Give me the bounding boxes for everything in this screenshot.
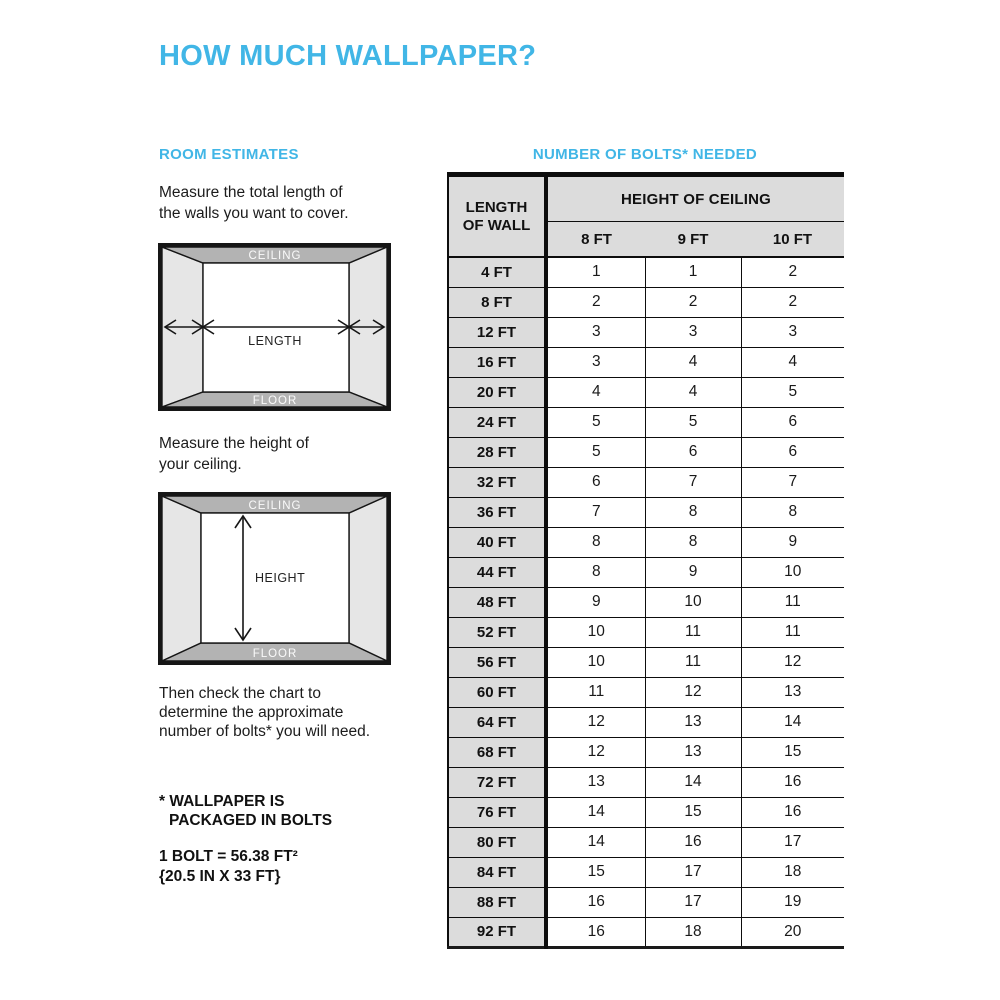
bolt-count-cell: 5 — [546, 437, 645, 467]
bolt-count-cell: 19 — [741, 887, 844, 917]
bolt-count-cell: 10 — [546, 617, 645, 647]
table-row — [448, 467, 844, 497]
instruction-line: the walls you want to cover. — [159, 205, 349, 222]
table-row — [448, 527, 844, 557]
wall-length-cell: 92 FT — [448, 917, 546, 947]
bolt-count-cell: 6 — [645, 437, 741, 467]
bolt-count-cell: 17 — [645, 887, 741, 917]
table-row — [448, 647, 844, 677]
bolt-count-cell: 10 — [645, 587, 741, 617]
instruction-measure-length — [159, 182, 349, 224]
bolt-count-cell: 15 — [645, 797, 741, 827]
wall-length-cell: 52 FT — [448, 617, 546, 647]
bolts-table — [447, 172, 844, 949]
wall-length-cell: 28 FT — [448, 437, 546, 467]
bolt-count-cell: 16 — [546, 917, 645, 947]
bolt-count-cell: 8 — [645, 497, 741, 527]
bolt-count-cell: 16 — [546, 887, 645, 917]
wall-length-cell: 24 FT — [448, 407, 546, 437]
bolt-count-cell: 9 — [741, 527, 844, 557]
bolt-count-cell: 4 — [546, 377, 645, 407]
bolt-count-cell: 3 — [546, 317, 645, 347]
wall-length-cell: 72 FT — [448, 767, 546, 797]
wall-length-cell: 68 FT — [448, 737, 546, 767]
bolt-count-cell: 15 — [546, 857, 645, 887]
bolt-count-cell: 11 — [546, 677, 645, 707]
bolt-size-footnote — [159, 847, 298, 886]
bolt-count-cell: 14 — [741, 707, 844, 737]
ceiling-8ft-header: 8 FT — [546, 222, 645, 258]
right-wall-shape — [349, 496, 387, 661]
bolt-count-cell: 16 — [741, 767, 844, 797]
bolt-count-cell: 13 — [546, 767, 645, 797]
ceiling-label: CEILING — [248, 250, 302, 262]
header-line: LENGTH — [465, 198, 528, 216]
bolt-count-cell: 5 — [546, 407, 645, 437]
ceiling-9ft-header: 9 FT — [645, 222, 741, 258]
table-row — [448, 707, 844, 737]
bolt-count-cell: 16 — [741, 797, 844, 827]
bolt-count-cell: 8 — [546, 527, 645, 557]
bolt-count-cell: 7 — [546, 497, 645, 527]
table-row — [448, 407, 844, 437]
length-of-wall-header — [448, 175, 546, 258]
bolt-count-cell: 1 — [546, 257, 645, 287]
bolt-count-cell: 9 — [546, 587, 645, 617]
height-of-ceiling-header: HEIGHT OF CEILING — [546, 175, 844, 222]
bolts-table-body — [448, 257, 844, 947]
table-row — [448, 347, 844, 377]
bolt-count-cell: 13 — [645, 737, 741, 767]
bolt-count-cell: 9 — [645, 557, 741, 587]
bolt-count-cell: 5 — [741, 377, 844, 407]
instruction-line: Measure the height of — [159, 435, 309, 452]
table-row — [448, 377, 844, 407]
bolt-count-cell: 11 — [741, 617, 844, 647]
bolt-count-cell: 7 — [741, 467, 844, 497]
wall-length-cell: 56 FT — [448, 647, 546, 677]
height-label: HEIGHT — [255, 571, 306, 585]
wall-length-cell: 20 FT — [448, 377, 546, 407]
bolt-count-cell: 15 — [741, 737, 844, 767]
wall-length-cell: 12 FT — [448, 317, 546, 347]
bolt-count-cell: 1 — [645, 257, 741, 287]
bolt-count-cell: 4 — [741, 347, 844, 377]
table-row — [448, 887, 844, 917]
table-row — [448, 737, 844, 767]
instruction-line: Then check the chart to — [159, 685, 321, 702]
bolt-count-cell: 16 — [645, 827, 741, 857]
wall-length-cell: 16 FT — [448, 347, 546, 377]
bolt-count-cell: 8 — [741, 497, 844, 527]
instruction-check-chart — [159, 684, 370, 741]
instruction-measure-height — [159, 433, 309, 475]
table-row — [448, 587, 844, 617]
room-estimates-heading: ROOM ESTIMATES — [159, 146, 299, 163]
ceiling-10ft-header: 10 FT — [741, 222, 844, 258]
footnote-line: * WALLPAPER IS — [159, 793, 285, 810]
floor-label: FLOOR — [252, 395, 298, 407]
bolt-count-cell: 10 — [546, 647, 645, 677]
footnote-line: {20.5 IN X 33 FT} — [159, 867, 281, 885]
room-length-diagram — [158, 243, 391, 411]
bolt-count-cell: 12 — [546, 737, 645, 767]
table-row — [448, 857, 844, 887]
bolt-count-cell: 18 — [741, 857, 844, 887]
footnote-line: 1 BOLT = 56.38 FT² — [159, 848, 298, 865]
wall-length-cell: 76 FT — [448, 797, 546, 827]
footnote-line: PACKAGED IN BOLTS — [169, 811, 333, 829]
table-row — [448, 767, 844, 797]
bolt-count-cell: 3 — [546, 347, 645, 377]
instruction-line: your ceiling. — [159, 456, 242, 473]
bolt-count-cell: 13 — [645, 707, 741, 737]
bolt-count-cell: 14 — [645, 767, 741, 797]
bolt-count-cell: 11 — [645, 617, 741, 647]
table-row — [448, 617, 844, 647]
wall-length-cell: 44 FT — [448, 557, 546, 587]
bolt-count-cell: 4 — [645, 377, 741, 407]
wall-length-cell: 48 FT — [448, 587, 546, 617]
bolt-count-cell: 6 — [546, 467, 645, 497]
wall-length-cell: 60 FT — [448, 677, 546, 707]
bolt-count-cell: 4 — [645, 347, 741, 377]
left-wall-shape — [162, 496, 201, 661]
bolt-count-cell: 5 — [645, 407, 741, 437]
bolts-needed-heading: NUMBER OF BOLTS* NEEDED — [532, 146, 758, 163]
wall-length-cell: 36 FT — [448, 497, 546, 527]
instruction-line: number of bolts* you will need. — [159, 723, 371, 740]
table-row — [448, 797, 844, 827]
bolts-table-container — [447, 172, 843, 949]
wallpaper-bolts-footnote — [159, 793, 332, 830]
bolt-count-cell: 7 — [645, 467, 741, 497]
bolt-count-cell: 10 — [741, 557, 844, 587]
bolt-count-cell: 6 — [741, 437, 844, 467]
bolt-count-cell: 3 — [645, 317, 741, 347]
wall-length-cell: 88 FT — [448, 887, 546, 917]
bolt-count-cell: 11 — [645, 647, 741, 677]
instruction-line: Measure the total length of — [159, 184, 343, 201]
bolt-count-cell: 12 — [645, 677, 741, 707]
table-row — [448, 677, 844, 707]
length-label: LENGTH — [248, 334, 302, 348]
wall-length-cell: 84 FT — [448, 857, 546, 887]
bolt-count-cell: 17 — [741, 827, 844, 857]
bolt-count-cell: 2 — [741, 287, 844, 317]
table-row — [448, 917, 844, 947]
floor-label: FLOOR — [252, 648, 298, 660]
header-line: OF WALL — [462, 216, 531, 234]
room-height-diagram — [158, 492, 391, 665]
bolt-count-cell: 20 — [741, 917, 844, 947]
bolt-count-cell: 8 — [546, 557, 645, 587]
table-row — [448, 287, 844, 317]
table-row — [448, 827, 844, 857]
bolt-count-cell: 14 — [546, 797, 645, 827]
wall-length-cell: 8 FT — [448, 287, 546, 317]
bolt-count-cell: 12 — [546, 707, 645, 737]
table-row — [448, 437, 844, 467]
wall-length-cell: 40 FT — [448, 527, 546, 557]
ceiling-label: CEILING — [248, 500, 302, 512]
bolt-count-cell: 2 — [546, 287, 645, 317]
wall-length-cell: 64 FT — [448, 707, 546, 737]
bolt-count-cell: 2 — [645, 287, 741, 317]
bolt-count-cell: 2 — [741, 257, 844, 287]
bolt-count-cell: 14 — [546, 827, 645, 857]
table-row — [448, 317, 844, 347]
bolt-count-cell: 11 — [741, 587, 844, 617]
bolt-count-cell: 12 — [741, 647, 844, 677]
wall-length-cell: 32 FT — [448, 467, 546, 497]
wall-length-cell: 80 FT — [448, 827, 546, 857]
instruction-line: determine the approximate — [159, 704, 344, 721]
bolts-table-header — [448, 175, 844, 258]
bolt-count-cell: 18 — [645, 917, 741, 947]
bolt-count-cell: 13 — [741, 677, 844, 707]
wall-length-cell: 4 FT — [448, 257, 546, 287]
table-row — [448, 257, 844, 287]
bolt-count-cell: 8 — [645, 527, 741, 557]
table-row — [448, 557, 844, 587]
table-row — [448, 497, 844, 527]
bolt-count-cell: 17 — [645, 857, 741, 887]
bolt-count-cell: 3 — [741, 317, 844, 347]
bolt-count-cell: 6 — [741, 407, 844, 437]
page-title: HOW MUCH WALLPAPER? — [159, 40, 537, 72]
